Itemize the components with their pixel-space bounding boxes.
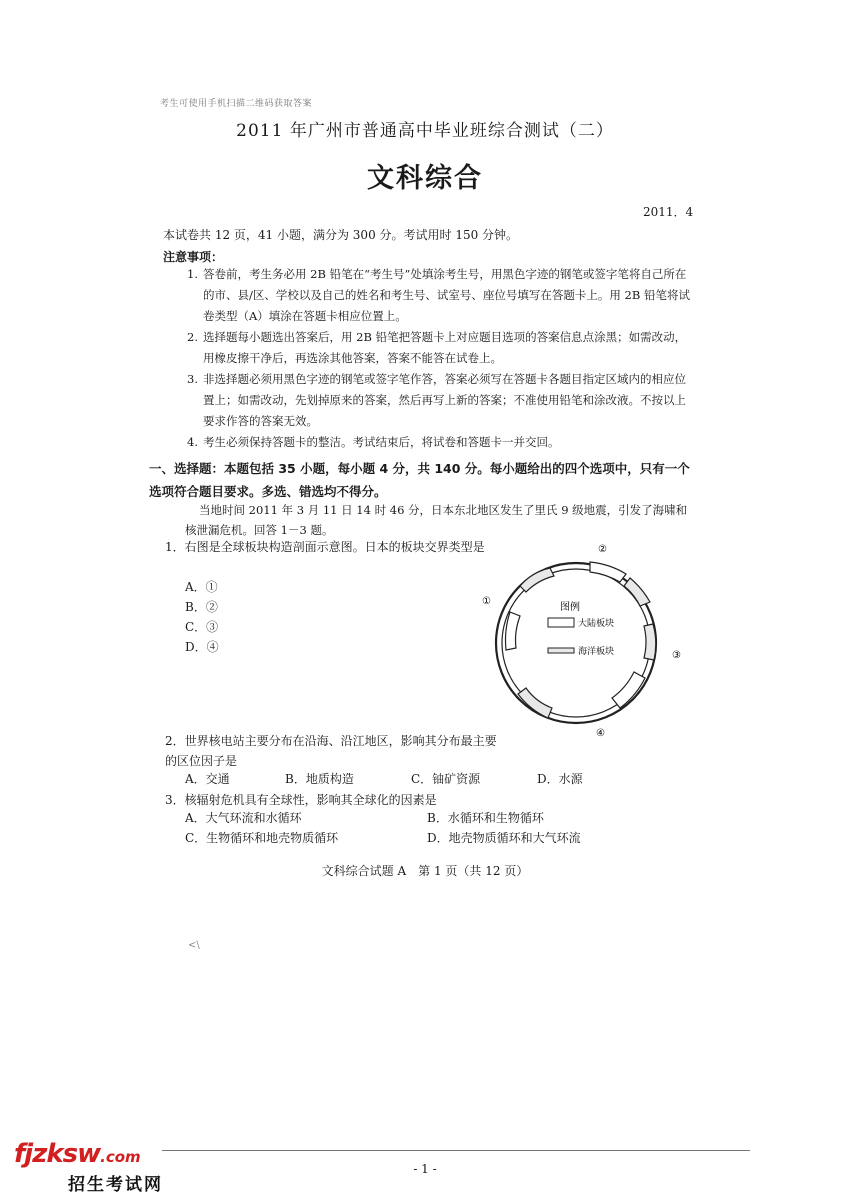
watermark-subtitle: 招生考试网 <box>68 1175 163 1195</box>
option-a: A．① <box>185 580 218 594</box>
notice-item <box>187 264 697 327</box>
option-c: C．③ <box>185 620 219 634</box>
option-a: A．交通 <box>185 772 230 786</box>
marker-2: ② <box>598 544 607 555</box>
page-footer: 文科综合试题 A 第 1 页（共 12 页） <box>321 864 529 878</box>
question-1-options <box>185 577 219 657</box>
question-3-options <box>185 808 605 848</box>
notice-item <box>187 369 697 432</box>
section1-heading: 一、选择题：本题包括 35 小题，每小题 4 分，共 140 分。每小题给出的四个选项中，只有一个选项符合题目要求。多选、错选均不得分。 <box>149 461 690 499</box>
section1-context: 当地时间 2011 年 3 月 11 日 14 时 46 分，日本东北地区发生了里氏 9 级地震，引发了海啸和核泄漏危机。回答 1－3 题。 <box>185 503 688 537</box>
exam-title: 2011 年广州市普通高中毕业班综合测试（二） <box>236 121 614 141</box>
question-2-options <box>185 770 625 787</box>
option-b: B．水循环和生物循环 <box>427 811 544 825</box>
notice-text: 答卷前，考生务必用 2B 铅笔在“考生号”处填涂考生号，用黑色字迹的钢笔或签字笔将自己所在的市、县/区、学校以及自己的姓名和考生号、试室号、座位号填写在答题卡上。用 2B 铅笔将试卷类型（A）填涂在答题卡相应位置上。 <box>203 267 690 323</box>
subject-title: 文科综合 <box>367 163 483 194</box>
question-2-stem: 2．世界核电站主要分布在沿海、沿江地区，影响其分布最主要的区位因子是 <box>165 734 497 768</box>
header-note: 考生可使用手机扫描二维码获取答案 <box>160 99 313 109</box>
notice-number: 4. <box>187 435 198 449</box>
option-b: B．地质构造 <box>285 772 354 786</box>
plate-diagram-svg <box>480 538 690 738</box>
notice-number: 3. <box>187 372 198 386</box>
continental-plate-segment <box>590 562 626 582</box>
notice-text: 考生必须保持答题卡的整洁。考试结束后，将试卷和答题卡一并交回。 <box>203 435 560 449</box>
marker-3: ③ <box>672 650 681 661</box>
legend-oceanic-label: 海洋板块 <box>578 647 615 657</box>
legend-continental-swatch <box>548 618 574 627</box>
question-3-stem: 3．核辐射危机具有全球性，影响其全球化的因素是 <box>165 793 437 807</box>
option-a: A．大气环流和水循环 <box>185 811 302 825</box>
oceanic-plate-segment <box>520 568 554 592</box>
continental-plate-segment <box>506 612 521 650</box>
marker-4: ④ <box>596 728 605 738</box>
legend-oceanic-swatch <box>548 648 574 653</box>
option-c: C．生物循环和地壳物质循环 <box>185 831 339 845</box>
scan-smudge: <\ <box>188 940 200 951</box>
plate-tectonics-diagram <box>480 538 690 742</box>
option-b: B．② <box>185 600 218 614</box>
option-d: D．④ <box>185 640 219 654</box>
notice-number: 2. <box>187 330 198 344</box>
option-d: D．地壳物质循环和大气环流 <box>427 831 581 845</box>
watermark-logo-text: fjzksw <box>14 1139 101 1169</box>
notice-list <box>187 264 697 453</box>
marker-1: ① <box>482 596 491 607</box>
notice-text: 非选择题必须用黑色字迹的钢笔或签字笔作答，答案必须写在答题卡各题目指定区域内的相应位置上；如需改动，先划掉原来的答案，然后再写上新的答案；不准使用铅笔和涂改液。不按以上要求作答的答案无效。 <box>203 372 686 428</box>
question-1-stem: 1．右图是全球板块构造剖面示意图。日本的板块交界类型是 <box>165 540 485 554</box>
page-number: - 1 - <box>413 1162 437 1176</box>
bottom-rule <box>162 1150 750 1151</box>
legend-continental-label: 大陆板块 <box>578 619 615 629</box>
oceanic-plate-segment <box>644 624 656 660</box>
notice-heading: 注意事项： <box>163 250 224 264</box>
option-c: C．铀矿资源 <box>411 772 481 786</box>
option-d: D．水源 <box>537 772 583 786</box>
notice-text: 选择题每小题选出答案后，用 2B 铅笔把答题卡上对应题目选项的答案信息点涂黑；如需改动，用橡皮擦干净后，再选涂其他答案，答案不能答在试卷上。 <box>203 330 687 365</box>
notice-item <box>187 327 697 369</box>
intro-text: 本试卷共 12 页，41 小题，满分为 300 分。考试用时 150 分钟。 <box>163 228 519 242</box>
legend-title: 图例 <box>560 602 580 613</box>
exam-date: 2011．4 <box>643 205 694 219</box>
watermark-logo-domain: .com <box>100 1148 141 1166</box>
notice-item <box>187 432 697 453</box>
notice-number: 1. <box>187 267 198 281</box>
